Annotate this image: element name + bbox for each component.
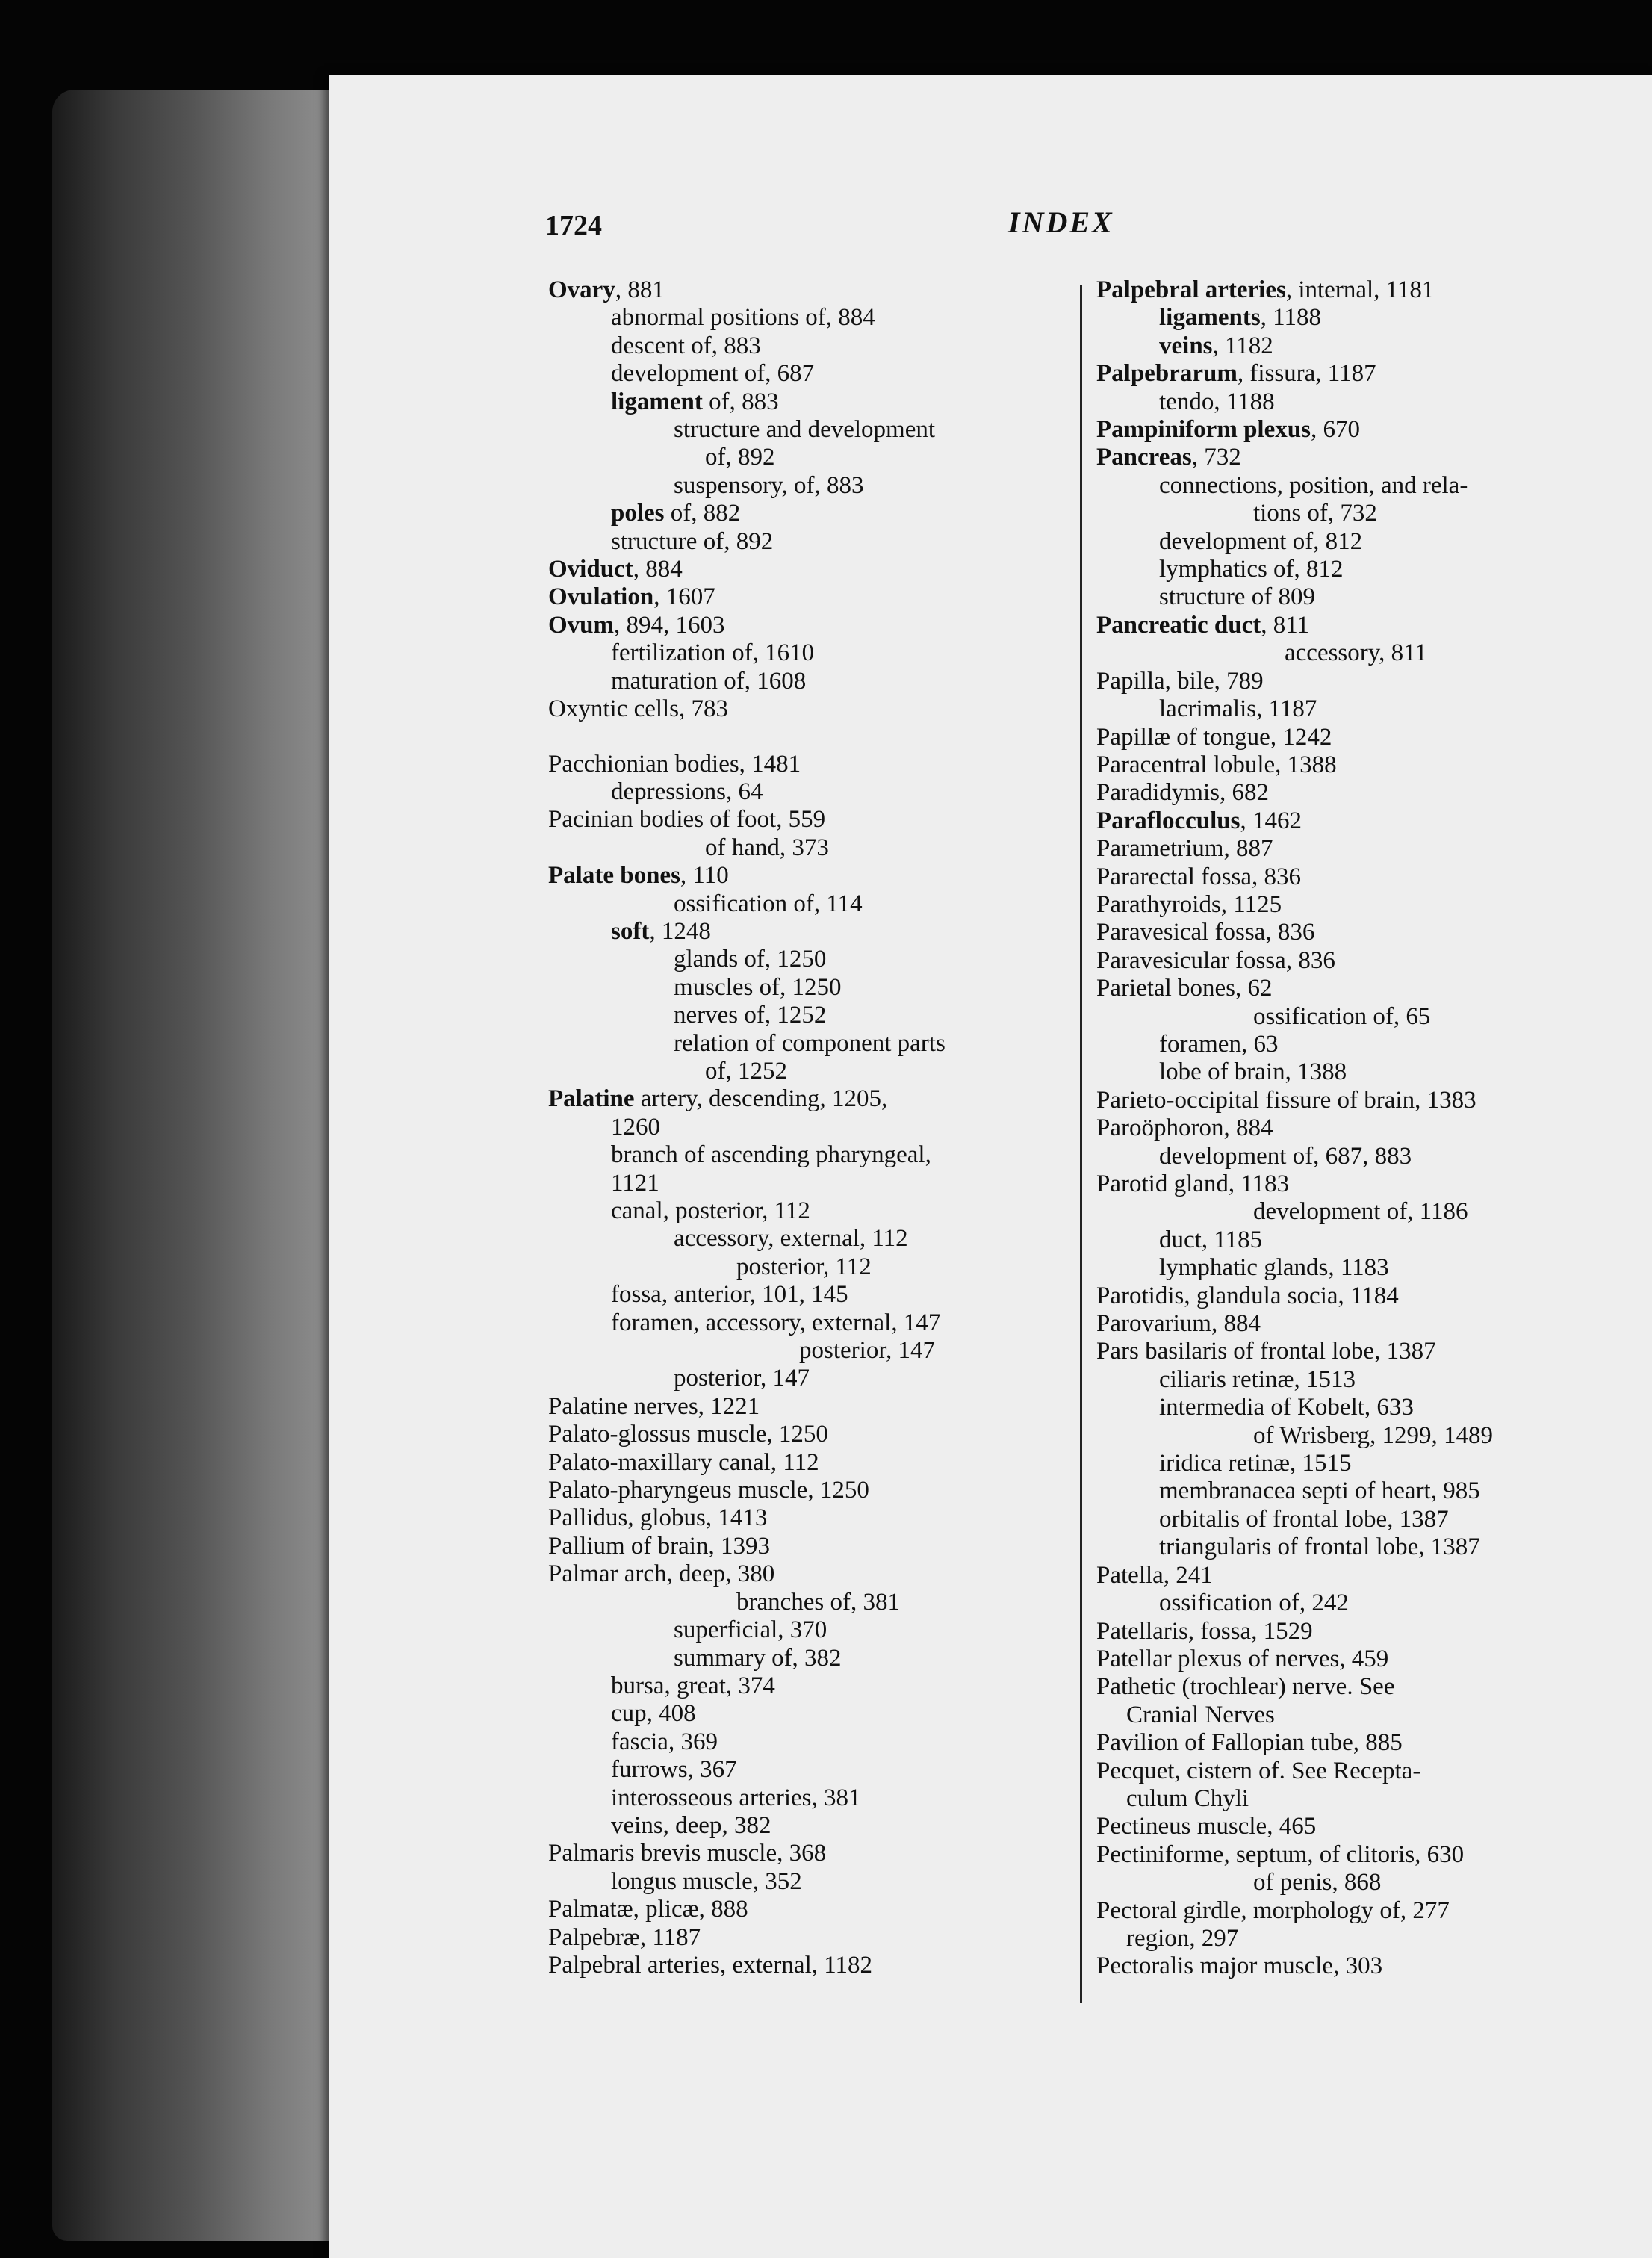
index-locator: development of, 687, 883 bbox=[1159, 1142, 1412, 1170]
index-term: ligaments bbox=[1159, 304, 1261, 332]
index-locator: foramen, 63 bbox=[1159, 1030, 1279, 1058]
index-locator: Parietal bones, 62 bbox=[1096, 975, 1273, 1002]
index-entry bbox=[1096, 724, 1619, 751]
index-locator: Palatine nerves, 1221 bbox=[548, 1392, 760, 1420]
index-locator: canal, posterior, 112 bbox=[611, 1197, 810, 1224]
index-entry bbox=[1096, 1785, 1619, 1813]
index-entry bbox=[1096, 500, 1619, 527]
index-locator: , 894, 1603 bbox=[614, 611, 725, 639]
index-locator: Palpebræ, 1187 bbox=[548, 1923, 701, 1951]
index-locator: , 1607 bbox=[653, 583, 715, 611]
index-locator: Palato-glossus muscle, 1250 bbox=[548, 1421, 828, 1448]
index-entry bbox=[1096, 751, 1619, 779]
index-entry bbox=[1096, 612, 1619, 639]
index-entry bbox=[1096, 388, 1619, 416]
index-locator: region, 297 bbox=[1126, 1924, 1239, 1952]
index-entry bbox=[1096, 444, 1619, 471]
index-locator: superficial, 370 bbox=[674, 1616, 827, 1644]
index-column-right bbox=[1096, 276, 1619, 1981]
index-locator: , 1248 bbox=[649, 917, 711, 945]
index-locator: fascia, 369 bbox=[611, 1728, 718, 1755]
index-entry bbox=[1096, 779, 1619, 807]
index-term: Palpebral arteries bbox=[1096, 276, 1286, 303]
index-locator: glands of, 1250 bbox=[674, 946, 827, 973]
index-entry bbox=[1096, 332, 1619, 360]
index-locator: Pectineus muscle, 465 bbox=[1096, 1813, 1317, 1840]
index-entry bbox=[1096, 1562, 1619, 1589]
index-locator: accessory, external, 112 bbox=[674, 1225, 908, 1253]
index-locator: , 670 bbox=[1310, 416, 1360, 444]
index-entry bbox=[1096, 1031, 1619, 1058]
index-entry bbox=[1096, 1450, 1619, 1477]
index-locator: , fissura, 1187 bbox=[1237, 360, 1376, 388]
index-entry bbox=[1096, 1198, 1619, 1226]
index-entry bbox=[1096, 556, 1619, 583]
index-entry bbox=[1096, 1394, 1619, 1421]
page-header-title: INDEX bbox=[1008, 205, 1114, 239]
index-locator: , 811 bbox=[1261, 611, 1310, 639]
index-locator: , 884 bbox=[633, 556, 683, 583]
index-entry bbox=[1096, 416, 1619, 444]
index-entry bbox=[1096, 1925, 1619, 1953]
index-locator: branches of, 381 bbox=[736, 1588, 901, 1616]
index-locator: artery, descending, 1205, bbox=[634, 1085, 888, 1113]
index-locator: depressions, 64 bbox=[611, 778, 763, 805]
index-locator: Paroöphoron, 884 bbox=[1096, 1114, 1273, 1142]
index-entry bbox=[1096, 1646, 1619, 1673]
index-term: Palate bones bbox=[548, 862, 680, 890]
index-entry bbox=[1096, 1477, 1619, 1505]
index-locator: membranacea septi of heart, 985 bbox=[1159, 1477, 1480, 1505]
index-entry bbox=[1096, 668, 1619, 695]
index-locator: development of, 687 bbox=[611, 360, 815, 388]
column-divider bbox=[1080, 285, 1082, 2003]
index-locator: 1260 bbox=[611, 1113, 660, 1141]
index-locator: Pecquet, cistern of. See Recepta- bbox=[1096, 1757, 1421, 1784]
index-entry bbox=[1096, 1813, 1619, 1840]
index-locator: , 1188 bbox=[1260, 304, 1321, 332]
index-entry bbox=[1096, 1897, 1619, 1925]
index-entry bbox=[1096, 360, 1619, 388]
index-locator: veins, deep, 382 bbox=[611, 1811, 771, 1839]
index-entry bbox=[1096, 695, 1619, 723]
index-term: Pancreatic duct bbox=[1096, 611, 1261, 639]
page-number: 1724 bbox=[545, 210, 602, 241]
index-locator: Papilla, bile, 789 bbox=[1096, 667, 1264, 695]
index-term: Paraflocculus bbox=[1096, 807, 1240, 834]
index-locator: Paracentral lobule, 1388 bbox=[1096, 751, 1337, 778]
index-entry bbox=[1096, 1338, 1619, 1365]
index-locator: lacrimalis, 1187 bbox=[1159, 695, 1317, 723]
index-locator: bursa, great, 374 bbox=[611, 1672, 775, 1699]
index-entry bbox=[1096, 1953, 1619, 1980]
index-term: Pampiniform plexus bbox=[1096, 416, 1311, 444]
index-locator: , 110 bbox=[680, 862, 729, 890]
index-entry bbox=[1096, 835, 1619, 863]
index-locator: development of, 812 bbox=[1159, 527, 1363, 555]
index-entry bbox=[1096, 639, 1619, 667]
index-term: soft bbox=[611, 917, 650, 945]
index-locator: Pectiniforme, septum, of clitoris, 630 bbox=[1096, 1840, 1465, 1868]
index-locator: orbitalis of frontal lobe, 1387 bbox=[1159, 1505, 1449, 1533]
index-entry bbox=[1096, 807, 1619, 835]
index-term: ligament bbox=[611, 388, 703, 415]
index-entry bbox=[1096, 583, 1619, 611]
index-locator: cup, 408 bbox=[611, 1700, 696, 1728]
index-locator: structure of 809 bbox=[1159, 583, 1315, 611]
index-entry bbox=[1096, 1282, 1619, 1310]
index-locator: Palato-pharyngeus muscle, 1250 bbox=[548, 1477, 869, 1504]
index-page bbox=[329, 75, 1652, 2258]
index-locator: Pacchionian bodies, 1481 bbox=[548, 750, 801, 778]
index-locator: Pavilion of Fallopian tube, 885 bbox=[1096, 1729, 1403, 1757]
index-locator: Parieto-occipital fissure of brain, 1383 bbox=[1096, 1086, 1476, 1114]
index-locator: posterior, 112 bbox=[736, 1253, 872, 1280]
index-locator: , internal, 1181 bbox=[1285, 276, 1435, 303]
index-locator: of, 892 bbox=[705, 444, 775, 471]
index-locator: furrows, 367 bbox=[611, 1756, 737, 1784]
index-locator: Pallium of brain, 1393 bbox=[548, 1532, 770, 1560]
index-locator: Pars basilaris of frontal lobe, 1387 bbox=[1096, 1338, 1436, 1365]
index-locator: of, 883 bbox=[702, 388, 779, 415]
index-locator: Pectoral girdle, morphology of, 277 bbox=[1096, 1896, 1450, 1924]
index-locator: Pacinian bodies of foot, 559 bbox=[548, 806, 826, 834]
index-locator: Papillæ of tongue, 1242 bbox=[1096, 723, 1332, 751]
index-locator: duct, 1185 bbox=[1159, 1226, 1263, 1253]
index-entry bbox=[1096, 1729, 1619, 1757]
index-locator: ciliaris retinæ, 1513 bbox=[1159, 1365, 1356, 1393]
index-locator: summary of, 382 bbox=[674, 1644, 842, 1672]
index-locator: tendo, 1188 bbox=[1159, 388, 1275, 415]
index-locator: of penis, 868 bbox=[1253, 1869, 1382, 1896]
index-locator: ossification of, 114 bbox=[674, 890, 863, 917]
index-locator: accessory, 811 bbox=[1285, 639, 1427, 667]
index-entry bbox=[1096, 1618, 1619, 1646]
index-term: Palpebrarum bbox=[1096, 360, 1238, 388]
index-locator: Patellaris, fossa, 1529 bbox=[1096, 1617, 1313, 1645]
index-entry bbox=[1096, 1003, 1619, 1031]
index-locator: , 1182 bbox=[1212, 332, 1273, 359]
index-locator: foramen, accessory, external, 147 bbox=[611, 1309, 941, 1336]
index-entry bbox=[1096, 1841, 1619, 1869]
index-entry bbox=[1096, 1058, 1619, 1086]
index-entry bbox=[1096, 975, 1619, 1002]
index-locator: ossification of, 242 bbox=[1159, 1589, 1349, 1617]
index-entry bbox=[1096, 1366, 1619, 1394]
index-entry bbox=[1096, 1422, 1619, 1450]
index-locator: Pallidus, globus, 1413 bbox=[548, 1504, 768, 1532]
index-locator: interosseous arteries, 381 bbox=[611, 1784, 861, 1811]
index-term: Oviduct bbox=[548, 556, 633, 583]
index-locator: intermedia of Kobelt, 633 bbox=[1159, 1394, 1414, 1421]
index-term: veins bbox=[1159, 332, 1213, 359]
index-locator: Palato-maxillary canal, 112 bbox=[548, 1448, 819, 1476]
index-term: Ovum bbox=[548, 611, 615, 639]
index-locator: abnormal positions of, 884 bbox=[611, 304, 875, 332]
index-entry bbox=[1096, 1226, 1619, 1254]
index-term: Pancreas bbox=[1096, 444, 1192, 471]
running-head bbox=[329, 205, 1652, 269]
index-locator: tions of, 732 bbox=[1253, 500, 1377, 527]
index-locator: Paravesical fossa, 836 bbox=[1096, 919, 1315, 946]
index-locator: fossa, anterior, 101, 145 bbox=[611, 1281, 848, 1309]
index-locator: suspensory, of, 883 bbox=[674, 471, 864, 499]
index-locator: , 1462 bbox=[1240, 807, 1302, 834]
index-locator: Parathyroids, 1125 bbox=[1096, 890, 1282, 918]
index-locator: longus muscle, 352 bbox=[611, 1867, 802, 1895]
index-entry bbox=[1096, 863, 1619, 891]
index-locator: triangularis of frontal lobe, 1387 bbox=[1159, 1533, 1480, 1561]
index-locator: ossification of, 65 bbox=[1253, 1002, 1431, 1030]
index-term: poles bbox=[611, 500, 665, 527]
index-locator: branch of ascending pharyngeal, bbox=[611, 1141, 931, 1169]
index-locator: Patella, 241 bbox=[1096, 1561, 1213, 1589]
index-locator: posterior, 147 bbox=[799, 1337, 935, 1365]
index-term: Ovary bbox=[548, 276, 615, 303]
book-page-edges bbox=[52, 90, 366, 2241]
index-locator: of hand, 373 bbox=[705, 834, 829, 861]
index-locator: of Wrisberg, 1299, 1489 bbox=[1253, 1421, 1494, 1449]
index-entry bbox=[1096, 1702, 1619, 1729]
index-locator: Oxyntic cells, 783 bbox=[548, 695, 729, 723]
index-locator: descent of, 883 bbox=[611, 332, 761, 359]
index-entry bbox=[1096, 1758, 1619, 1785]
index-entry bbox=[1096, 1533, 1619, 1561]
index-locator: Parotid gland, 1183 bbox=[1096, 1170, 1290, 1197]
index-entry bbox=[1096, 1869, 1619, 1896]
index-entry bbox=[1096, 304, 1619, 332]
index-locator: lobe of brain, 1388 bbox=[1159, 1058, 1347, 1086]
index-locator: Pathetic (trochlear) nerve. See bbox=[1096, 1673, 1395, 1701]
index-locator: lymphatics of, 812 bbox=[1159, 556, 1344, 583]
index-locator: muscles of, 1250 bbox=[674, 973, 842, 1001]
index-entry bbox=[1096, 276, 1619, 304]
index-locator: , 881 bbox=[615, 276, 665, 303]
index-locator: Parovarium, 884 bbox=[1096, 1310, 1261, 1338]
index-locator: Palpebral arteries, external, 1182 bbox=[548, 1951, 873, 1979]
index-locator: nerves of, 1252 bbox=[674, 1002, 827, 1029]
index-entry bbox=[1096, 472, 1619, 500]
index-locator: posterior, 147 bbox=[674, 1365, 810, 1392]
index-entry bbox=[1096, 1114, 1619, 1142]
index-entry bbox=[1096, 947, 1619, 975]
index-locator: Parametrium, 887 bbox=[1096, 835, 1273, 863]
index-locator: Palmar arch, deep, 380 bbox=[548, 1560, 775, 1588]
index-entry bbox=[1096, 1254, 1619, 1282]
index-locator: relation of component parts bbox=[674, 1029, 945, 1057]
index-entry bbox=[1096, 1310, 1619, 1338]
index-locator: structure of, 892 bbox=[611, 527, 774, 555]
index-locator: Paradidymis, 682 bbox=[1096, 779, 1269, 807]
index-locator: lymphatic glands, 1183 bbox=[1159, 1254, 1389, 1282]
index-locator: Pectoralis major muscle, 303 bbox=[1096, 1953, 1383, 1980]
index-locator: 1121 bbox=[611, 1169, 659, 1197]
index-entry bbox=[1096, 1170, 1619, 1198]
index-locator: maturation of, 1608 bbox=[611, 667, 807, 695]
index-term: Palatine bbox=[548, 1085, 635, 1113]
index-entry bbox=[1096, 1143, 1619, 1170]
index-locator: Parotidis, glandula socia, 1184 bbox=[1096, 1282, 1399, 1309]
index-locator: development of, 1186 bbox=[1253, 1198, 1468, 1226]
index-locator: connections, position, and rela- bbox=[1159, 471, 1468, 499]
index-locator: Cranial Nerves bbox=[1126, 1701, 1275, 1728]
index-locator: , 732 bbox=[1191, 444, 1241, 471]
index-locator: Pararectal fossa, 836 bbox=[1096, 863, 1301, 890]
index-term: Ovulation bbox=[548, 583, 654, 611]
index-entry bbox=[1096, 1506, 1619, 1533]
index-entry bbox=[1096, 1673, 1619, 1701]
index-locator: Patellar plexus of nerves, 459 bbox=[1096, 1645, 1389, 1672]
index-entry bbox=[1096, 1087, 1619, 1114]
index-locator: Palmaris brevis muscle, 368 bbox=[548, 1840, 827, 1867]
index-locator: Paravesicular fossa, 836 bbox=[1096, 946, 1335, 974]
index-locator: iridica retinæ, 1515 bbox=[1159, 1450, 1352, 1477]
index-locator: structure and development bbox=[674, 416, 936, 444]
index-locator: fertilization of, 1610 bbox=[611, 639, 815, 667]
index-entry bbox=[1096, 1589, 1619, 1617]
index-entry bbox=[1096, 528, 1619, 556]
index-locator: culum Chyli bbox=[1126, 1784, 1249, 1812]
index-locator: Palmatæ, plicæ, 888 bbox=[548, 1896, 748, 1923]
index-entry bbox=[1096, 891, 1619, 919]
index-entry bbox=[1096, 919, 1619, 946]
index-locator: of, 1252 bbox=[705, 1057, 787, 1085]
index-locator: of, 882 bbox=[664, 500, 741, 527]
